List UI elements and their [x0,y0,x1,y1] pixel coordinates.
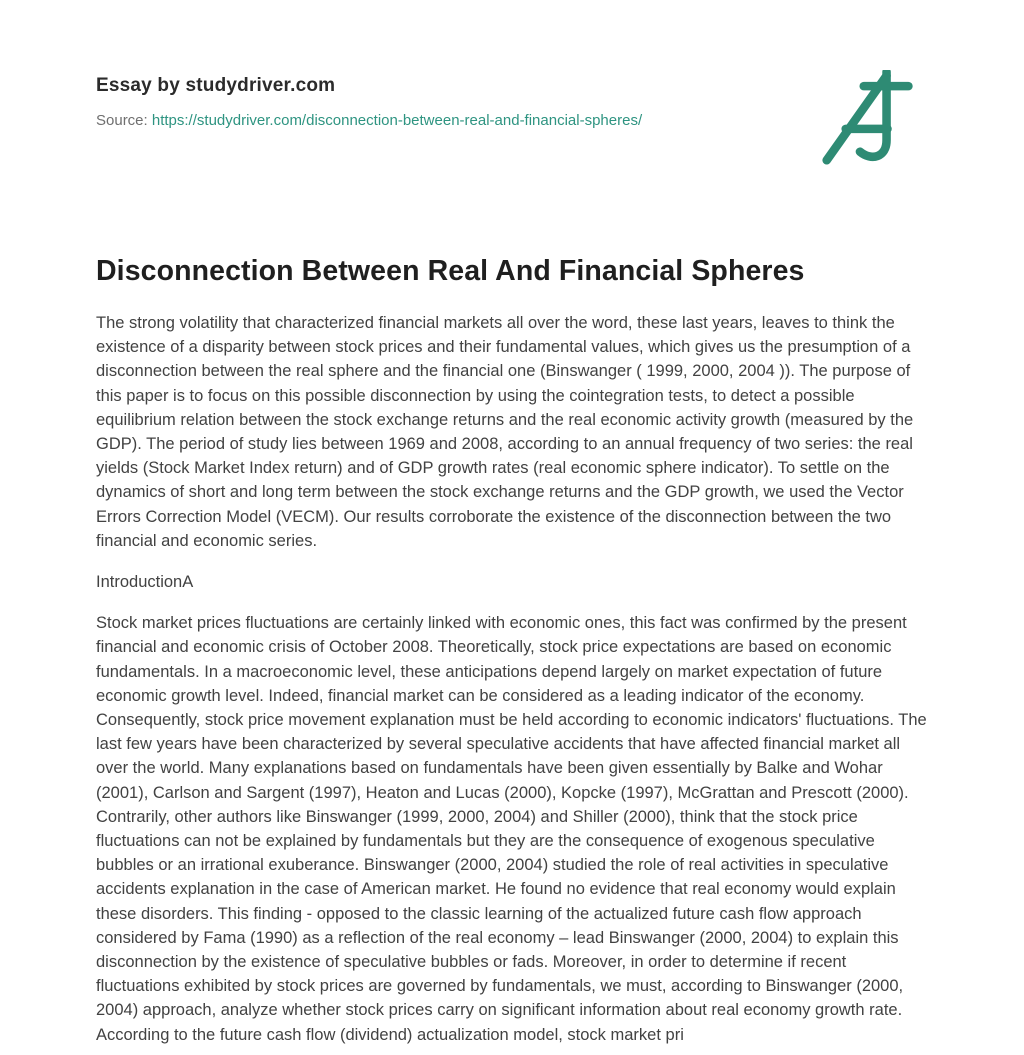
studydriver-a-logo-icon [821,70,916,165]
source-link[interactable]: https://studydriver.com/disconnection-between-real-and-financial-spheres/ [151,112,643,129]
article-body [96,255,927,1047]
page-header [96,75,927,129]
abstract-paragraph: The strong volatility that characterized financial markets all over the word, these last years, leaves to think the existence of a disparity between stock prices and their fundamental values, which gives us the presumption of a disconnection between the real sphere and the financial one (Binswanger ( 1999, 2000, 2004 )). The purpose of this paper is to focus on this possible disconnection by using the cointegration tests, to detect a possible equilibrium relation between the stock exchange returns and the real economic activity growth (measured by the GDP). The period of study lies between 1969 and 2008, according to an annual frequency of two series: the real yields (Stock Market Index return) and of GDP growth rates (real economic sphere indicator). To settle on the dynamics of short and long term between the stock exchange returns and the GDP growth, we used the Vector Errors Correction Model (VECM). Our results corroborate the existence of the disconnection between the two financial and economic series. [96,314,914,550]
introduction-heading: IntroductionA [96,573,194,592]
source-line [96,112,927,129]
introduction-paragraph: Stock market prices fluctuations are certainly linked with economic ones, this fact was confirmed by the present financial and economic crisis of October 2008. Theoretically, stock price expectations are based on economic fundamentals. In a macroeconomic level, these anticipations depend largely on market expectation of future economic growth level. Indeed, financial market can be considered as a leading indicator of the economy. Consequently, stock price movement explanation must be held according to economic indicators' fluctuations. The last few years have been characterized by several speculative accidents that have affected financial market all over the world. Many explanations based on fundamentals have been given essentially by Balke and Wohar (2001), Carlson and Sargent (1997), Heaton and Lucas (2000), Kopcke (1997), McGrattan and Prescott (2000). Contrarily, other authors like Binswanger (1999, 2000, 2004) and Shiller (2000), think that the stock price fluctuations can not be explained by fundamentals but they are the consequence of exogenous speculative bubbles or an irrational exuberance. Binswanger (2000, 2004) studied the role of real activities in speculative accidents explanation in the case of American market. He found no evidence that real economy would explain these disorders. This finding - opposed to the classic learning of the actualized future cash flow approach considered by Fama (1990) as a reflection of the real economy – lead Binswanger (2000, 2004) to explain this disconnection by the existence of speculative bubbles or fads. Moreover, in order to determine if recent fluctuations exhibited by stock prices are governed by fundamentals, we must, according to Binswanger (2000, 2004) approach, analyze whether stock prices carry on significant information about real economy growth rate. According to the future cash flow (dividend) actualization model, stock market pri [96,614,927,1044]
article-title: Disconnection Between Real And Financial Spheres [96,255,805,287]
source-label: Source: [96,112,152,129]
studydriver-logo [821,70,916,165]
byline: Essay by studydriver.com [96,75,336,96]
